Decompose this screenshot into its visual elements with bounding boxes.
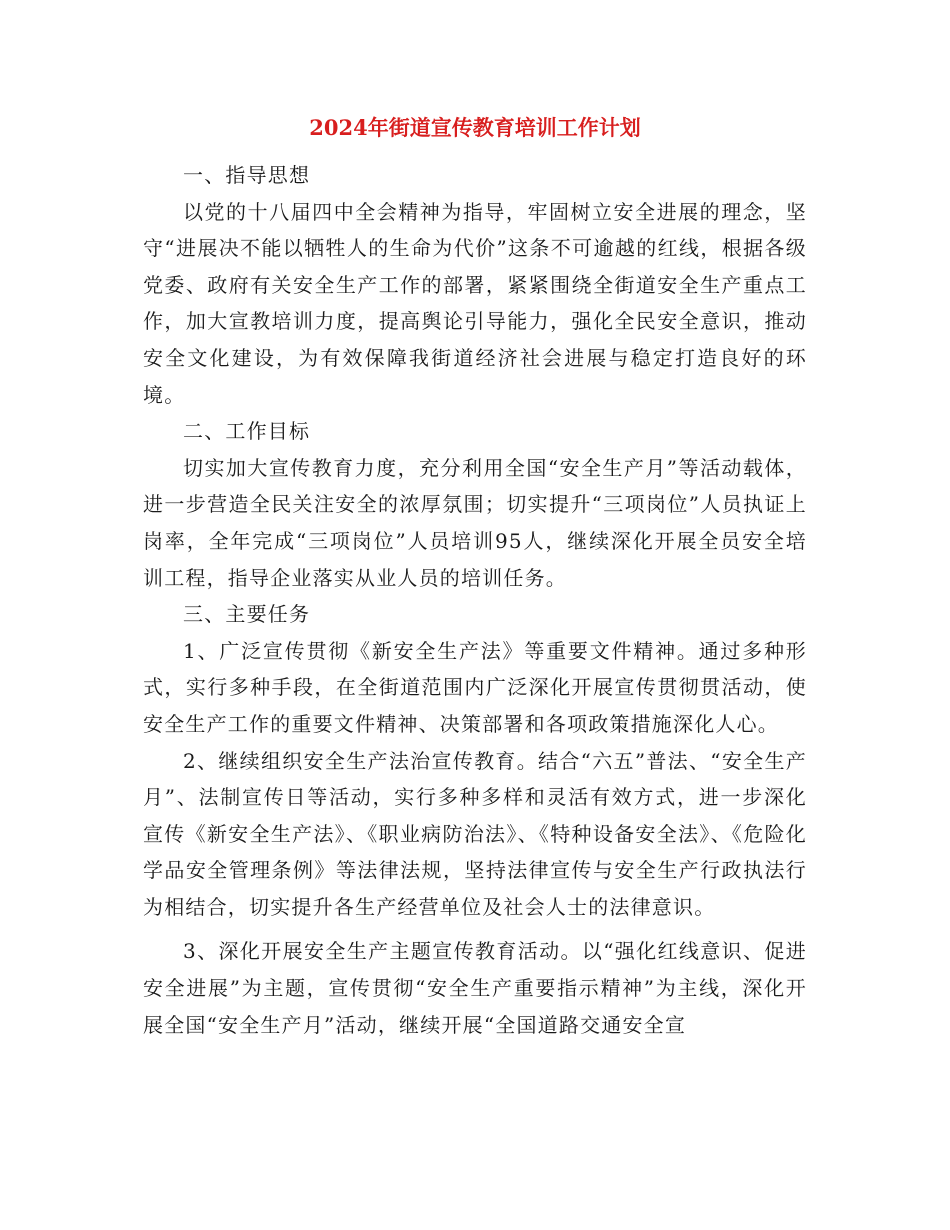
document-title: 2024年街道宣传教育培训工作计划 [309,115,641,140]
paragraph-task-1: 1、广泛宣传贯彻《新安全生产法》等重要文件精神。通过多种形式，实行多种手段，在全街道范围内广泛深化开展宣传贯彻贯活动，使安全生产工作的重要文件精神、决策部署和各项政策措施深化人心。 [143,638,807,736]
document-body [143,157,807,1043]
section-heading-guiding-ideology: 一、指导思想 [183,163,311,187]
paragraph-task-3: 3、深化开展安全生产主题宣传教育活动。以“强化红线意识、促进安全进展”为主题，宣传贯彻“安全生产重要指示精神”为主线，深化开展全国“安全生产月”活动，继续开展“全国道路交通安全宣 [143,939,807,1037]
section-heading-main-tasks: 三、主要任务 [183,602,311,627]
paragraph-guiding-ideology: 以党的十八届四中全会精神为指导，牢固树立安全进展的理念，坚守“进展决不能以牺牲人的生命为代价”这条不可逾越的红线，根据各级党委、政府有关安全生产工作的部署，紧紧围绕全街道安全生产重点工作，加大宣教培训力度，提高舆论引导能力，强化全民安全意识，推动安全文化建设，为有效保障我街道经济社会进展与稳定打造良好的环境。 [143,199,807,407]
section-heading-work-goals: 二、工作目标 [183,419,311,444]
paragraph-task-2: 2、继续组织安全生产法治宣传教育。结合“六五”普法、“安全生产月”、法制宣传日等活动，实行多种多样和灵活有效方式，进一步深化宣传《新安全生产法》、《职业病防治法》、《特种设备安全法》、《危险化学品安全管理条例》等法律法规，坚持法律宣传与安全生产行政执法行为相结合，切实提升各生产经营单位及社会人士的法律意识。 [143,748,807,919]
paragraph-work-goals: 切实加大宣传教育力度，充分利用全国“安全生产月”等活动载体，进一步营造全民关注安全的浓厚氛围；切实提升“三项岗位”人员执证上岗率，全年完成“三项岗位”人员培训95人，继续深化开展全员安全培训工程，指导企业落实从业人员的培训任务。 [143,455,807,590]
